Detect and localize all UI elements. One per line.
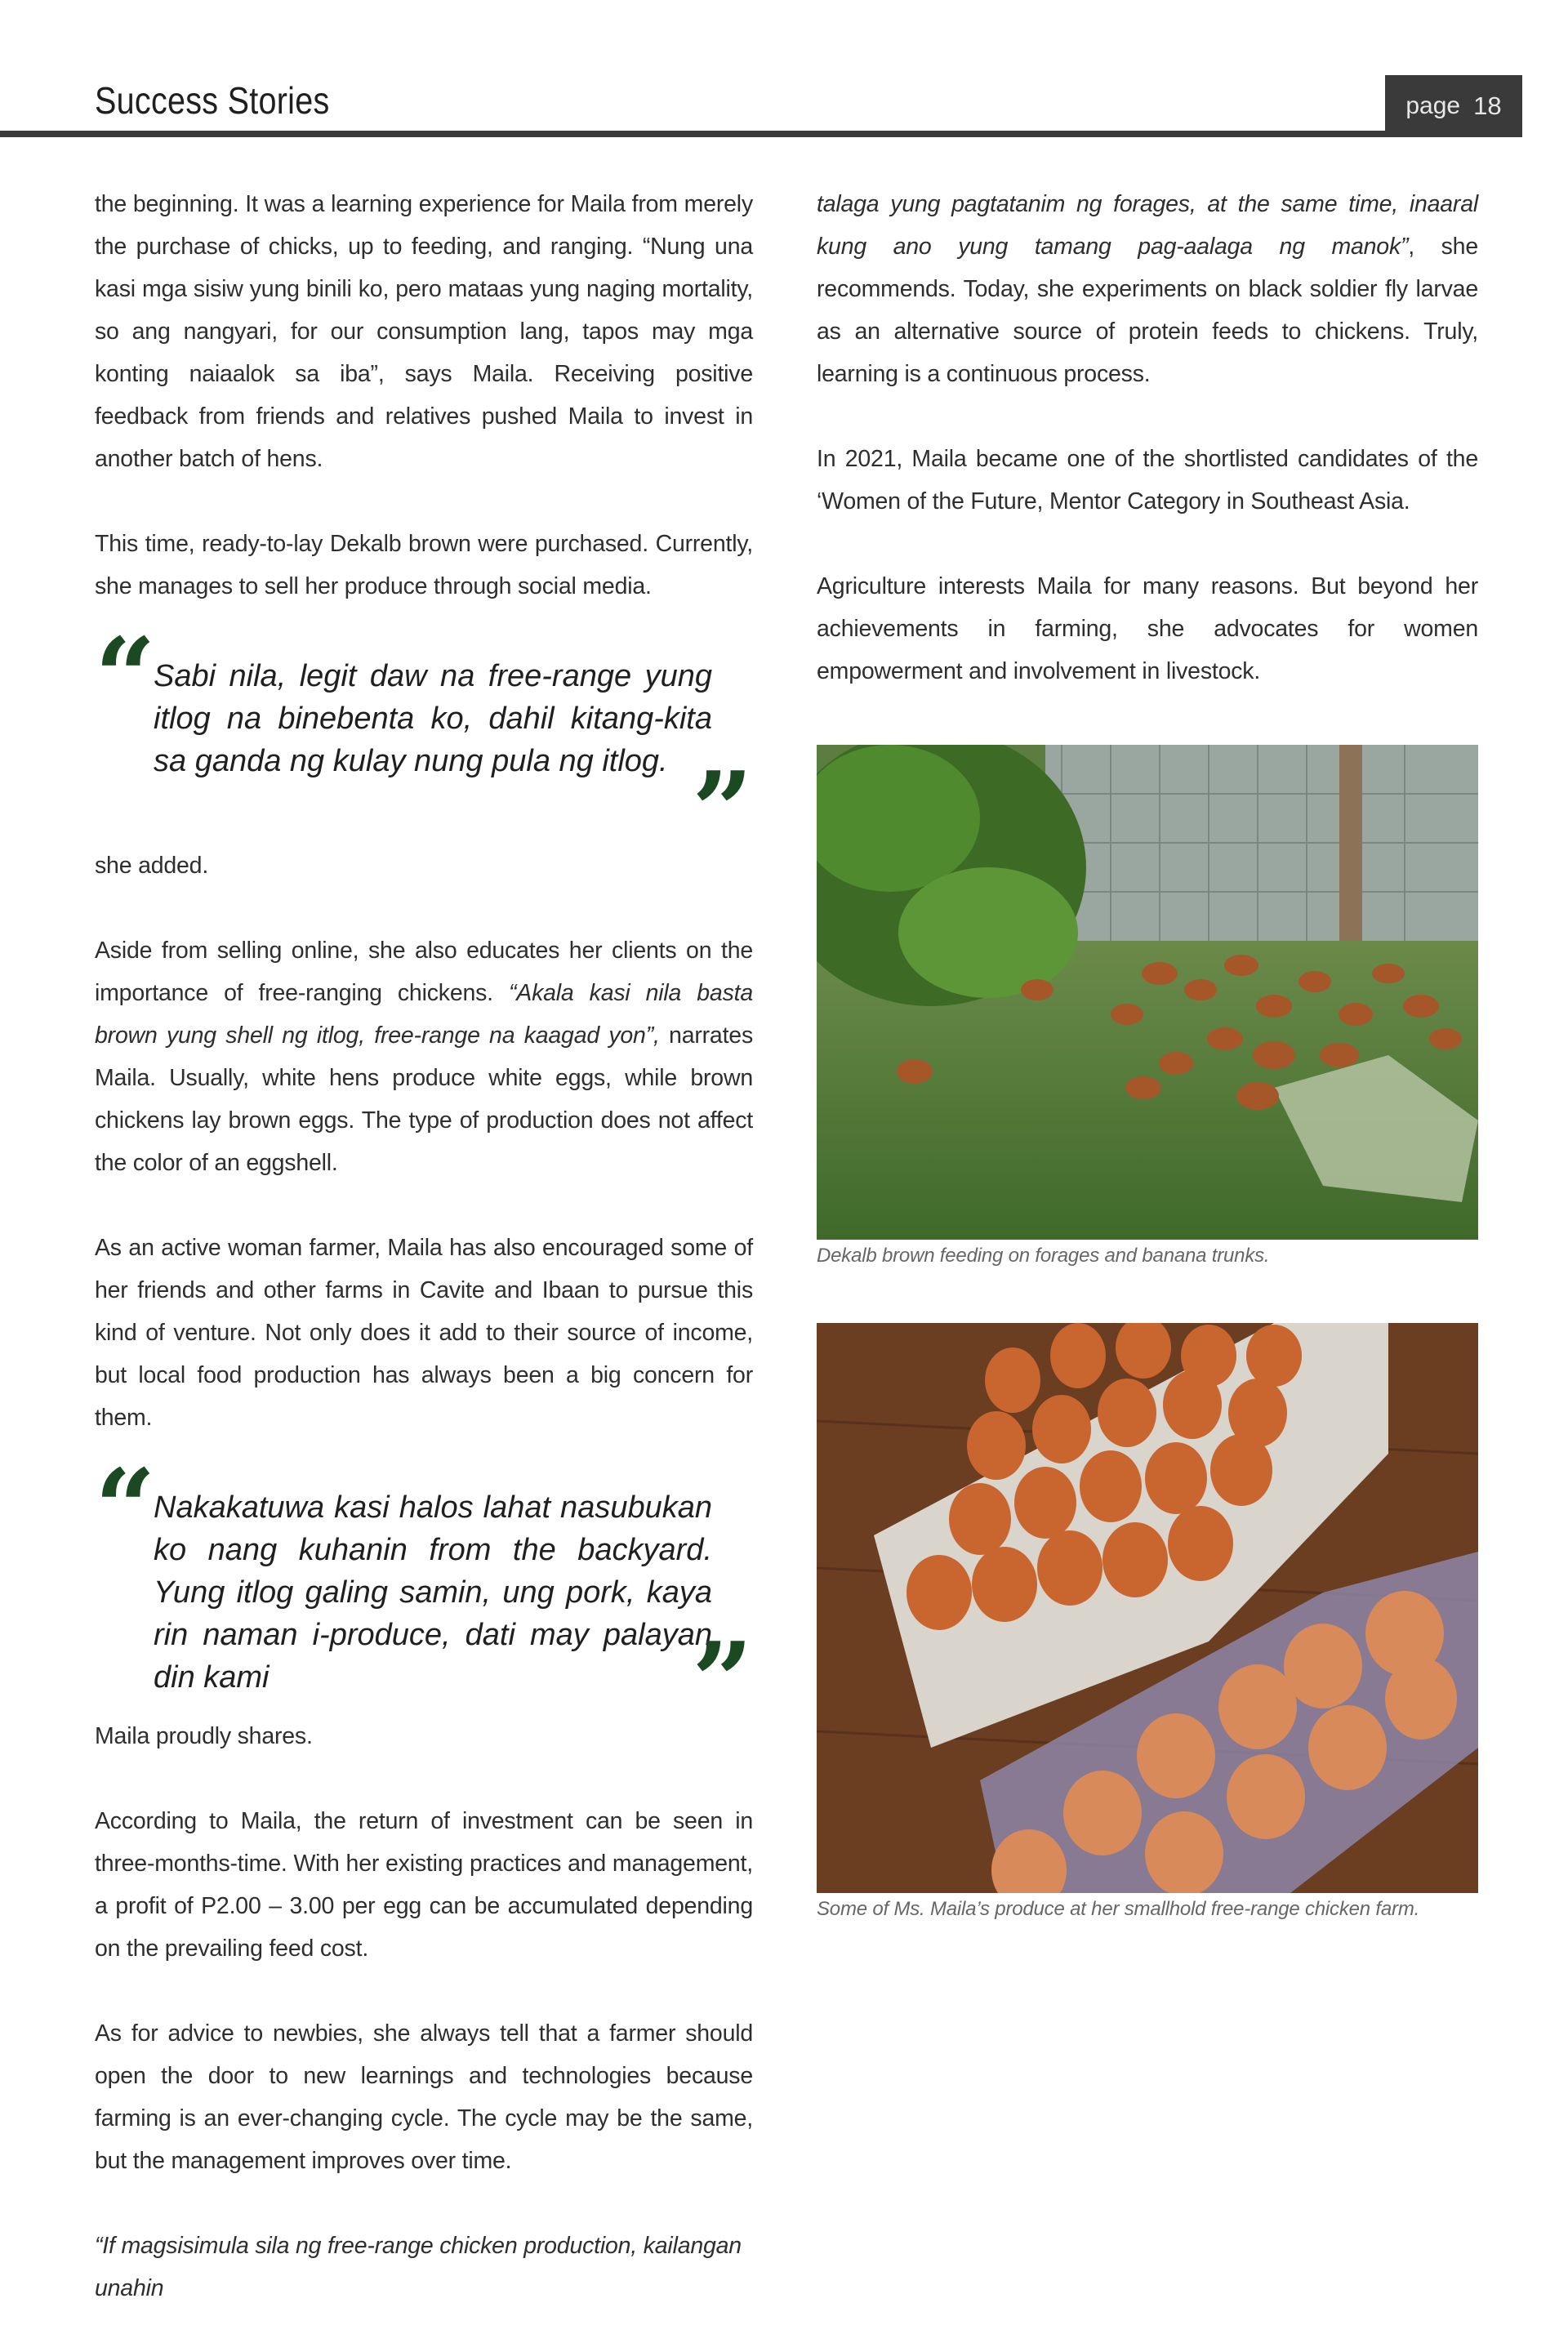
left-column [95, 183, 753, 2352]
close-quote-icon: ” [692, 748, 753, 873]
paragraph: This time, ready-to-lay Dekalb brown were purchased. Currently, she manages to sell her produce through social media. [95, 531, 753, 599]
header-rule [0, 131, 1522, 137]
right-column [817, 183, 1478, 1921]
pull-quote-text: Nakakatuwa kasi halos lahat nasubukan ko nang kuhanin from the backyard. Yung itlog galing samin, ung pork, kaya rin naman i-produce, dati may palayan din kami [154, 1490, 712, 1695]
paragraph: the beginning. It was a learning experience for Maila from merely the purchase of chicks, up to feeding, and ranging. “Nung una kasi mga sisiw yung binili ko, pero mataas yung naging mortality, so ang nangyari, for our consumption lang, tapos may mga konting naiaalok sa iba”, says Maila. Receiving positive feedback from friends and relatives pushed Maila to invest in another batch of hens. [95, 191, 753, 472]
eggs-photo [817, 1323, 1478, 1893]
paragraph: Maila proudly shares. [95, 1723, 313, 1749]
paragraph: talaga yung pagtatanim ng forages, at the same time, inaaral kung ano yung tamang pag-aalaga ng manok”, she recommends. Today, she experiments on black soldier fly larvae as an alternative source of protein feeds to chickens. Truly, learning is a continuous process. [817, 191, 1478, 387]
page-number: 18 [1473, 91, 1502, 120]
page-number-tab [1385, 75, 1522, 137]
paragraph: Agriculture interests Maila for many reasons. But beyond her achievements in farming, she advocates for women empowerment and involvement in livestock. [817, 573, 1478, 684]
section-title: Success Stories [95, 79, 330, 122]
photo-caption: Dekalb brown feeding on forages and banana trunks. [817, 1245, 1270, 1267]
page-label: page [1405, 92, 1461, 119]
chicken-farm-photo [817, 745, 1478, 1240]
open-quote-icon: “ [95, 614, 156, 739]
pull-quote-text: Sabi nila, legit daw na free-range yung itlog na binebenta ko, dahil kitang-kita sa ganda ng kulay nung pula ng itlog. [154, 659, 712, 778]
paragraph: As an active woman farmer, Maila has also encouraged some of her friends and other farms in Cavite and Ibaan to pursue this kind of venture. Not only does it add to their source of income, but local food production has always been a big concern for them. [95, 1235, 753, 1431]
paragraph: As for advice to newbies, she always tell that a farmer should open the door to new learnings and technologies because farming is an ever-changing cycle. The cycle may be the same, but the management improves over time. [95, 2020, 753, 2174]
paragraph: According to Maila, the return of investment can be seen in three-months-time. With her existing practices and management, a profit of P2.00 – 3.00 per egg can be accumulated depending on the prevailing feed cost. [95, 1808, 753, 1962]
photo-caption: Some of Ms. Maila’s produce at her smallhold free-range chicken farm. [817, 1898, 1420, 1920]
open-quote-icon: “ [95, 1446, 156, 1570]
paragraph: Aside from selling online, she also educates her clients on the importance of free-ranging chickens. “Akala kasi nila basta brown yung shell ng itlog, free-range na kaagad yon”, narrates Maila. Usually, white hens produce white eggs, while brown chickens lay brown eggs. The type of production does not affect the color of an eggshell. [95, 938, 753, 1176]
paragraph: In 2021, Maila became one of the shortlisted candidates of the ‘Women of the Future, Mentor Category in Southeast Asia. [817, 446, 1478, 514]
paragraph: “If magsisimula sila ng free-range chicken production, kailangan unahin [95, 2233, 742, 2301]
close-quote-icon: ” [692, 1619, 753, 1744]
paragraph: she added. [95, 853, 209, 879]
